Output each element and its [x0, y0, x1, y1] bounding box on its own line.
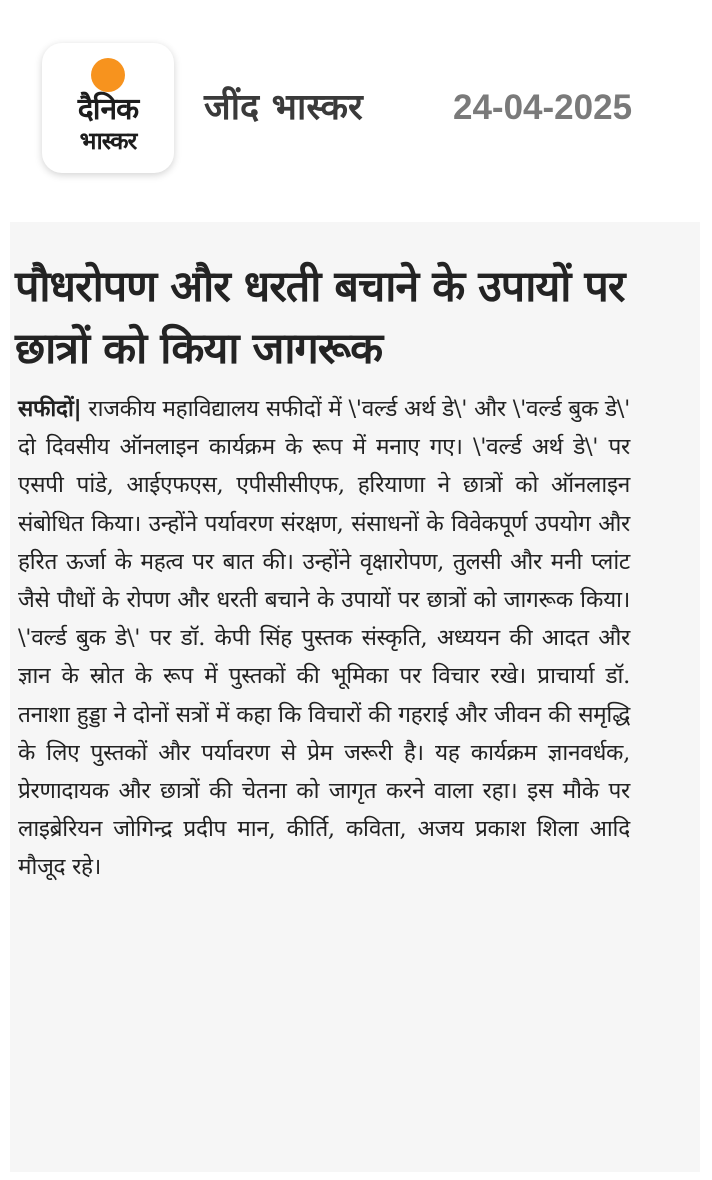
page-header [0, 0, 712, 200]
article-headline: पौधरोपण और धरती बचाने के उपायों पर छात्रों को किया जागरूक [15, 262, 625, 374]
dainik-bhaskar-logo[interactable] [42, 43, 174, 173]
sun-logo-icon [91, 58, 125, 92]
edition-name: जींद भास्कर [204, 87, 363, 128]
article-body [18, 390, 630, 887]
edition-date: 24-04-2025 [453, 88, 633, 127]
article-text: राजकीय महाविद्यालय सफीदों में \'वर्ल्ड अर्थ डे\' और \'वर्ल्ड बुक डे\' दो दिवसीय ऑनलाइन कार्यक्रम के रूप में मनाए गए। \'वर्ल्ड अर्थ डे\' पर एसपी पांडे, आईएफएस, एपीसीसीएफ, हरियाणा ने छात्रों को ऑनलाइन संबोधित किया। उन्होंने पर्यावरण संरक्षण, संसाधनों के विवेकपूर्ण उपयोग और हरित ऊर्जा के महत्व पर बात की। उन्होंने वृक्षारोपण, तुलसी और मनी प्लांट जैसे पौधों के रोपण और धरती बचाने के उपायों पर छात्रों को जागरूक किया। \'वर्ल्ड बुक डे\' पर डॉ. केपी सिंह पुस्तक संस्कृति, अध्ययन की आदत और ज्ञान के स्रोत के रूप में पुस्तकों की भूमिका पर विचार रखे। प्राचार्या डॉ. तनाशा हुड्डा ने दोनों सत्रों में कहा कि विचारों की गहराई और जीवन की समृद्धि के लिए पुस्तकों और पर्यावरण से प्रेम जरूरी है। यह कार्यक्रम ज्ञानवर्धक, प्रेरणादायक और छात्रों की चेतना को जागृत करने वाला रहा। इस मौके पर लाइब्रेरियन जोगिन्द्र प्रदीप मान, कीर्ति, कविता, अजय प्रकाश शिला आदि मौजूद रहे। [18, 396, 630, 881]
logo-text-dainik: दैनिक [77, 92, 139, 127]
logo-text-bhaskar: भास्कर [79, 127, 137, 155]
article-dateline: सफीदों| [18, 396, 82, 422]
